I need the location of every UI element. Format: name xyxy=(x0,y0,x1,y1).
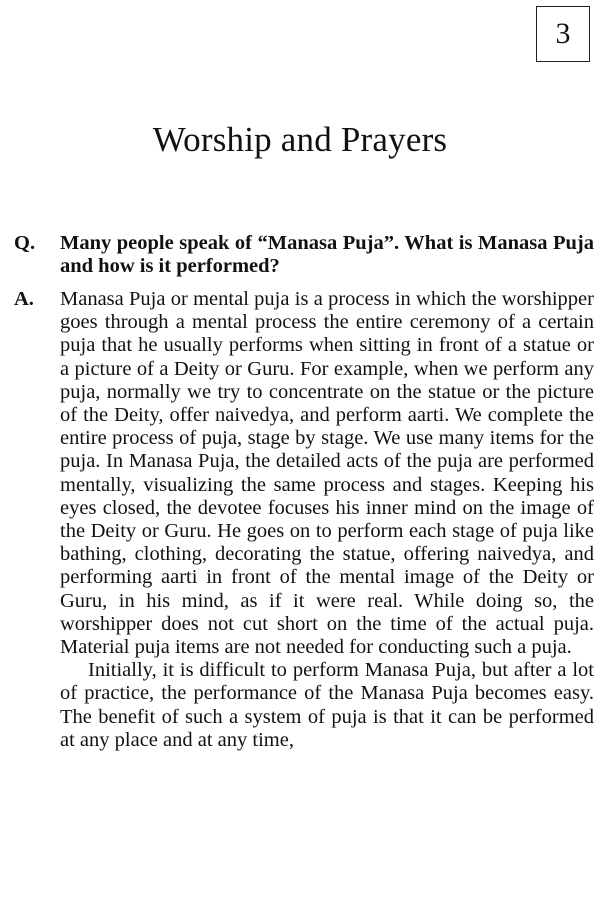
chapter-number-box xyxy=(536,6,590,62)
question-block xyxy=(14,232,594,278)
answer-label: A. xyxy=(14,288,34,310)
answer-paragraph-1: Manasa Puja or mental puja is a process in which the worshipper goes through a mental process the entire ceremony of a certain puja that he usually performs when sitting in front of a statue or a picture of a Deity or Guru. For example, when we perform any puja, normally we try to concentrate on the statue or the picture of the Deity, offer naivedya, and perform aarti. We complete the entire process of puja, stage by stage. We use many items for the puja. In Manasa Puja, the detailed acts of the puja are performed mentally, visualizing the same process and stages. Keeping his eyes closed, the devotee focuses his inner mind on the image of the Deity or Guru. He goes on to perform each stage of puja like bathing, clothing, decorating the statue, offering naivedya, and performing aarti in front of the mental image of the Deity or Guru, in his mind, as if it were real. While doing so, the worshipper does not cut short on the time of the actual puja. Material puja items are not needed for conducting such a puja. xyxy=(60,288,594,659)
question-label: Q. xyxy=(14,232,36,254)
question-text: Many people speak of “Manasa Puja”. What is Manasa Puja and how is it performed? xyxy=(60,232,594,278)
answer-block xyxy=(14,288,594,752)
answer-paragraph-2: Initially, it is difficult to perform Manasa Puja, but after a lot of practice, the performance of the Manasa Puja becomes easy. The benefit of such a system of puja is that it can be performed at any place and at any time, xyxy=(60,659,594,751)
answer-text xyxy=(60,288,594,752)
chapter-number: 3 xyxy=(555,17,571,50)
page-title: Worship and Prayers xyxy=(152,120,448,159)
